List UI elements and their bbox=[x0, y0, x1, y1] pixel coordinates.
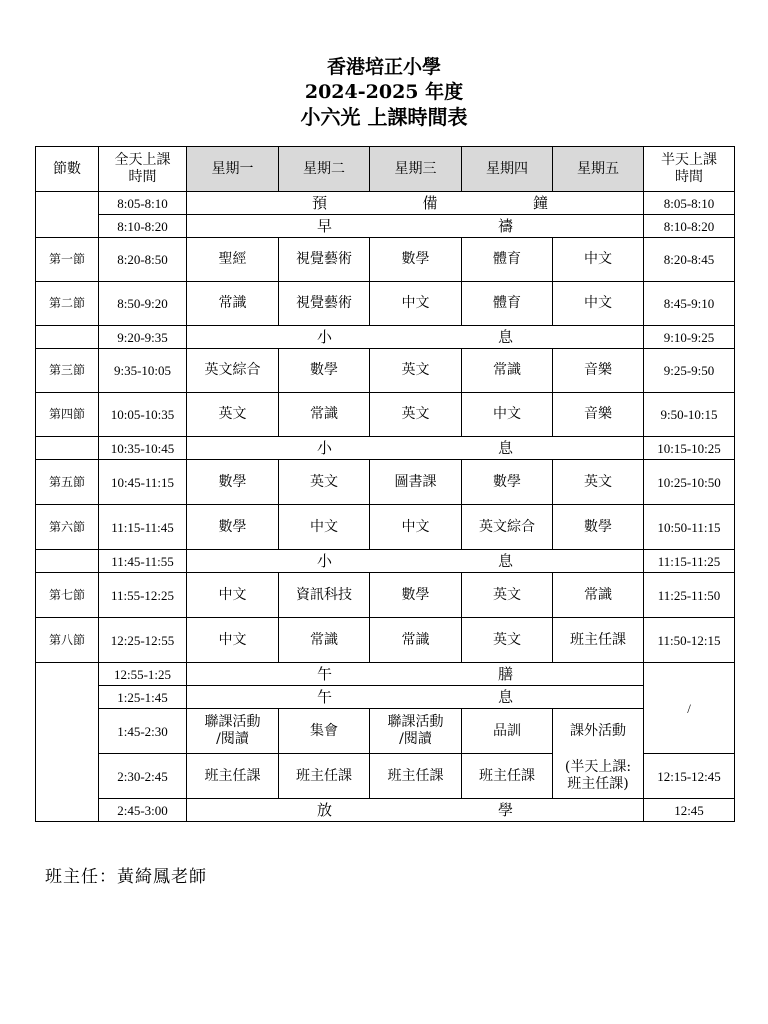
blank-period-cell bbox=[36, 437, 99, 460]
halfday-time: 9:10-9:25 bbox=[644, 326, 735, 349]
fullday-time: 2:30-2:45 bbox=[99, 754, 187, 799]
halfday-time: 9:25-9:50 bbox=[644, 349, 735, 393]
subject-cell: 英文 bbox=[370, 349, 462, 393]
merged-word: 放 bbox=[317, 800, 333, 819]
merged-word: 預 bbox=[312, 193, 328, 212]
merged-word: 息 bbox=[497, 327, 513, 346]
lunch-row bbox=[36, 663, 735, 686]
fullday-time: 11:45-11:55 bbox=[99, 550, 187, 573]
merged-word: 小 bbox=[317, 551, 333, 570]
activity-row bbox=[36, 709, 735, 754]
subject-cell: 班主任課 bbox=[279, 754, 370, 799]
halfday-time: 10:15-10:25 bbox=[644, 437, 735, 460]
subject-cell: 中文 bbox=[279, 505, 370, 550]
day-header: 星期三 bbox=[370, 147, 462, 192]
subject-cell: 數學 bbox=[462, 460, 553, 505]
subject-cell: 視覺藝術 bbox=[279, 238, 370, 282]
period-row bbox=[36, 349, 735, 393]
subject-cell: 英文綜合 bbox=[187, 349, 279, 393]
halfday-time: 9:50-10:15 bbox=[644, 393, 735, 437]
lunch-cell bbox=[187, 663, 644, 686]
merged-word: 小 bbox=[317, 438, 333, 457]
class-teacher: 班主任：黃綺鳳老師 bbox=[45, 867, 207, 887]
subject-cell: 班主任課 bbox=[462, 754, 553, 799]
subject-cell: 音樂 bbox=[553, 349, 644, 393]
subject-cell: 英文 bbox=[187, 393, 279, 437]
subject-cell: 集會 bbox=[279, 709, 370, 754]
recess-cell bbox=[187, 326, 644, 349]
fullday-time: 11:55-12:25 bbox=[99, 573, 187, 618]
subject-cell: 數學 bbox=[370, 573, 462, 618]
subject-cell: 英文 bbox=[462, 573, 553, 618]
merged-word: 早 bbox=[317, 216, 333, 235]
merged-word: 息 bbox=[497, 687, 513, 706]
fullday-time: 1:25-1:45 bbox=[99, 686, 187, 709]
fullday-time: 8:50-9:20 bbox=[99, 282, 187, 326]
halfday-time: 10:50-11:15 bbox=[644, 505, 735, 550]
halfday-time-header: 半天上課 時間 bbox=[644, 147, 735, 192]
day-header: 星期五 bbox=[553, 147, 644, 192]
fullday-time: 8:10-8:20 bbox=[99, 215, 187, 238]
subject-cell: 常識 bbox=[553, 573, 644, 618]
day-header: 星期一 bbox=[187, 147, 279, 192]
prep-bell-cell bbox=[187, 192, 644, 215]
halfday-time: 11:50-12:15 bbox=[644, 618, 735, 663]
period-row bbox=[36, 573, 735, 618]
break-row bbox=[36, 437, 735, 460]
halfday-time: 11:15-11:25 bbox=[644, 550, 735, 573]
subject-cell: 英文 bbox=[279, 460, 370, 505]
fullday-time: 12:55-1:25 bbox=[99, 663, 187, 686]
day-header: 星期二 bbox=[279, 147, 370, 192]
school-year: 2024-2025 年度 bbox=[304, 81, 464, 103]
merged-word: 午 bbox=[317, 687, 333, 706]
fullday-time: 2:45-3:00 bbox=[99, 799, 187, 822]
subject-cell: 圖書課 bbox=[370, 460, 462, 505]
subject-cell: 數學 bbox=[553, 505, 644, 550]
subject-cell: 常識 bbox=[370, 618, 462, 663]
fullday-time: 9:35-10:05 bbox=[99, 349, 187, 393]
prep-row bbox=[36, 192, 735, 215]
period-row bbox=[36, 393, 735, 437]
subject-cell: 數學 bbox=[370, 238, 462, 282]
halfday-time: 11:25-11:50 bbox=[644, 573, 735, 618]
subject-cell: 班主任課 bbox=[370, 754, 462, 799]
subject-cell: 視覺藝術 bbox=[279, 282, 370, 326]
subject-cell: 數學 bbox=[187, 460, 279, 505]
period-name: 第六節 bbox=[36, 505, 99, 550]
dismissal-row bbox=[36, 799, 735, 822]
school-name: 香港培正小學 bbox=[326, 56, 441, 78]
subject-cell: 英文綜合 bbox=[462, 505, 553, 550]
prayer-row bbox=[36, 215, 735, 238]
fullday-time: 12:25-12:55 bbox=[99, 618, 187, 663]
fullday-time: 11:15-11:45 bbox=[99, 505, 187, 550]
subject-cell: 中文 bbox=[553, 238, 644, 282]
fullday-time: 8:05-8:10 bbox=[99, 192, 187, 215]
halfday-time: 10:25-10:50 bbox=[644, 460, 735, 505]
fullday-time: 8:20-8:50 bbox=[99, 238, 187, 282]
subject-cell: 體育 bbox=[462, 282, 553, 326]
subject-cell: 資訊科技 bbox=[279, 573, 370, 618]
subject-cell: 中文 bbox=[187, 618, 279, 663]
fullday-time: 10:35-10:45 bbox=[99, 437, 187, 460]
merged-word: 備 bbox=[422, 193, 438, 212]
subject-cell: 中文 bbox=[370, 282, 462, 326]
subject-cell: 中文 bbox=[187, 573, 279, 618]
subject-cell: 英文 bbox=[462, 618, 553, 663]
halfday-time: 8:20-8:45 bbox=[644, 238, 735, 282]
period-header: 節數 bbox=[36, 147, 99, 192]
timetable-title: 小六光 上課時間表 bbox=[300, 105, 468, 129]
period-name: 第四節 bbox=[36, 393, 99, 437]
subject-cell: 中文 bbox=[462, 393, 553, 437]
subject-cell: 常識 bbox=[279, 618, 370, 663]
no-halfday-slot: / bbox=[644, 663, 735, 754]
halfday-time: 12:45 bbox=[644, 799, 735, 822]
period-name: 第七節 bbox=[36, 573, 99, 618]
blank-period-cell bbox=[36, 663, 99, 822]
subject-cell: 中文 bbox=[370, 505, 462, 550]
extracurricular-cell: 課外活動 bbox=[553, 709, 644, 754]
period-name: 第一節 bbox=[36, 238, 99, 282]
subject-cell: 常識 bbox=[462, 349, 553, 393]
subject-cell: 聯課活動 /閱讀 bbox=[370, 709, 462, 754]
period-row bbox=[36, 505, 735, 550]
halfday-time: 8:05-8:10 bbox=[644, 192, 735, 215]
subject-cell: 英文 bbox=[553, 460, 644, 505]
subject-cell: 班主任課 bbox=[553, 618, 644, 663]
period-row bbox=[36, 460, 735, 505]
subject-cell: 中文 bbox=[553, 282, 644, 326]
blank-period-cell bbox=[36, 550, 99, 573]
morning-prayer-cell bbox=[187, 215, 644, 238]
header-row bbox=[36, 147, 735, 192]
period-name: 第五節 bbox=[36, 460, 99, 505]
halfday-note-cell: (半天上課: 班主任課) bbox=[553, 754, 644, 799]
fullday-time: 10:05-10:35 bbox=[99, 393, 187, 437]
subject-cell: 音樂 bbox=[553, 393, 644, 437]
subject-cell: 數學 bbox=[279, 349, 370, 393]
period-row bbox=[36, 618, 735, 663]
merged-word: 息 bbox=[497, 438, 513, 457]
merged-word: 午 bbox=[317, 664, 333, 683]
class-teacher-row bbox=[36, 754, 735, 799]
fullday-time: 9:20-9:35 bbox=[99, 326, 187, 349]
rest-row bbox=[36, 686, 735, 709]
recess-cell bbox=[187, 437, 644, 460]
subject-cell: 體育 bbox=[462, 238, 553, 282]
merged-word: 小 bbox=[317, 327, 333, 346]
merged-word: 學 bbox=[497, 800, 513, 819]
period-row bbox=[36, 282, 735, 326]
subject-cell: 班主任課 bbox=[187, 754, 279, 799]
halfday-time: 8:10-8:20 bbox=[644, 215, 735, 238]
halfday-time: 12:15-12:45 bbox=[644, 754, 735, 799]
subject-cell: 聯課活動 /閱讀 bbox=[187, 709, 279, 754]
dismissal-cell bbox=[187, 799, 644, 822]
fullday-time-header: 全天上課 時間 bbox=[99, 147, 187, 192]
subject-cell: 數學 bbox=[187, 505, 279, 550]
merged-word: 息 bbox=[497, 551, 513, 570]
blank-period-cell bbox=[36, 326, 99, 349]
fullday-time: 1:45-2:30 bbox=[99, 709, 187, 754]
subject-cell: 聖經 bbox=[187, 238, 279, 282]
fullday-time: 10:45-11:15 bbox=[99, 460, 187, 505]
break-row bbox=[36, 326, 735, 349]
subject-cell: 英文 bbox=[370, 393, 462, 437]
period-name: 第三節 bbox=[36, 349, 99, 393]
period-name: 第二節 bbox=[36, 282, 99, 326]
merged-word: 禱 bbox=[497, 216, 513, 235]
blank-period-cell bbox=[36, 192, 99, 238]
period-name: 第八節 bbox=[36, 618, 99, 663]
noon-rest-cell bbox=[187, 686, 644, 709]
subject-cell: 品訓 bbox=[462, 709, 553, 754]
merged-word: 鐘 bbox=[532, 193, 548, 212]
recess-cell bbox=[187, 550, 644, 573]
break-row bbox=[36, 550, 735, 573]
merged-word: 膳 bbox=[497, 664, 513, 683]
day-header: 星期四 bbox=[462, 147, 553, 192]
timetable bbox=[35, 146, 735, 822]
subject-cell: 常識 bbox=[279, 393, 370, 437]
subject-cell: 常識 bbox=[187, 282, 279, 326]
halfday-time: 8:45-9:10 bbox=[644, 282, 735, 326]
period-row bbox=[36, 238, 735, 282]
